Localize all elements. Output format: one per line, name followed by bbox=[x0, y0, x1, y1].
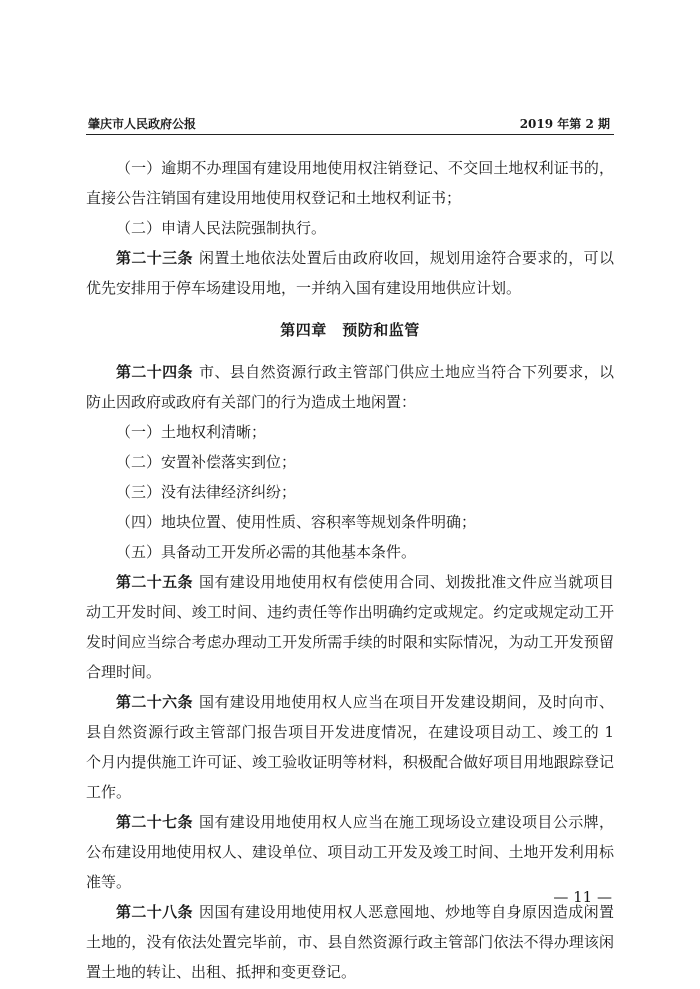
article-number: 第二十八条 bbox=[116, 903, 193, 921]
list-item: （五）具备动工开发所必需的其他基本条件。 bbox=[116, 543, 417, 561]
header-rule bbox=[86, 134, 614, 135]
list-item: （三）没有法律经济纠纷； bbox=[116, 483, 297, 501]
list-item: （一）土地权利清晰； bbox=[116, 423, 267, 441]
paragraph: （二）申请人民法院强制执行。 bbox=[116, 219, 327, 237]
article-26: 第二十六条 国有建设用地使用权人应当在项目开发建设期间，及时向市、县自然资源行政主管部门报告项目开发进度情况，在建设项目动工、竣工的 1 个月内提供施工许可证、竣工验收证明等材料，积极配合做好项目用地跟踪登记工作。 bbox=[86, 693, 614, 801]
issue-number: 2019 年第 2 期 bbox=[519, 117, 610, 131]
chapter-heading: 第四章 预防和监管 bbox=[280, 321, 420, 339]
document-body bbox=[86, 153, 614, 987]
article-25: 第二十五条 国有建设用地使用权有偿使用合同、划拨批准文件应当就项目动工开发时间、竣工时间、违约责任等作出明确约定或规定。约定或规定动工开发时间应当综合考虑办理动工开发所需手续的时限和实际情况，为动工开发预留合理时间。 bbox=[86, 573, 614, 681]
article-27: 第二十七条 国有建设用地使用权人应当在施工现场设立建设项目公示牌，公布建设用地使用权人、建设单位、项目动工开发及竣工时间、土地开发利用标准等。 bbox=[86, 813, 614, 891]
article-number: 第二十四条 bbox=[116, 363, 193, 381]
article-24: 第二十四条 市、县自然资源行政主管部门供应土地应当符合下列要求，以防止因政府或政府有关部门的行为造成土地闲置： bbox=[86, 363, 614, 411]
publication-title: 肇庆市人民政府公报 bbox=[88, 117, 197, 131]
page-number: — 11 — bbox=[553, 888, 612, 906]
article-number: 第二十五条 bbox=[116, 573, 193, 591]
list-item: （二）安置补偿落实到位； bbox=[116, 453, 297, 471]
article-number: 第二十七条 bbox=[116, 813, 193, 831]
article-number: 第二十三条 bbox=[116, 249, 193, 267]
article-23: 第二十三条 闲置土地依法处置后由政府收回，规划用途符合要求的，可以优先安排用于停车场建设用地，一并纳入国有建设用地供应计划。 bbox=[86, 249, 614, 297]
article-28: 第二十八条 因国有建设用地使用权人恶意囤地、炒地等自身原因造成闲置土地的，没有依法处置完毕前，市、县自然资源行政主管部门依法不得办理该闲置土地的转让、出租、抵押和变更登记。 bbox=[86, 903, 614, 981]
paragraph: （一）逾期不办理国有建设用地使用权注销登记、不交回土地权利证书的，直接公告注销国有建设用地使用权登记和土地权利证书； bbox=[86, 159, 614, 207]
list-item: （四）地块位置、使用性质、容积率等规划条件明确； bbox=[116, 513, 477, 531]
article-number: 第二十六条 bbox=[116, 693, 193, 711]
